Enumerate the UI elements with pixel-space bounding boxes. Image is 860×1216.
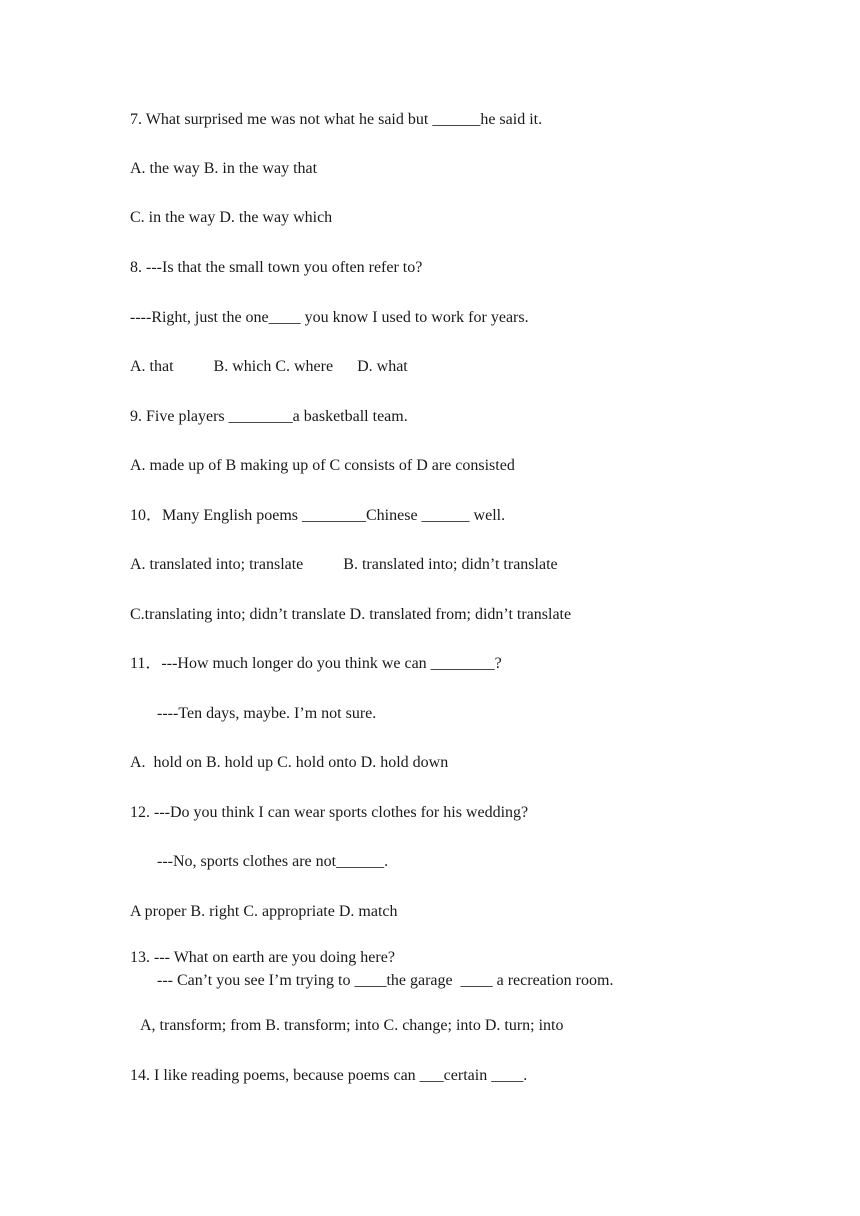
question-10: 10．Many English poems ________Chinese ______ well. [130, 507, 506, 524]
question-10-options-ab: A. translated into; translate B. translated into; didn’t translate [130, 556, 558, 573]
question-11-options: A. hold on B. hold up C. hold onto D. hold down [130, 754, 449, 771]
question-12-options: A proper B. right C. appropriate D. match [130, 903, 398, 920]
question-13-options: A, transform; from B. transform; into C. change; into D. turn; into [140, 1017, 564, 1034]
question-7: 7. What surprised me was not what he said but ______he said it. [130, 111, 543, 128]
question-8: 8. ---Is that the small town you often refer to? [130, 259, 423, 276]
question-10-options-cd: C.translating into; didn’t translate D. translated from; didn’t translate [130, 606, 572, 623]
question-9: 9. Five players ________a basketball team. [130, 408, 408, 425]
question-8-reply: ----Right, just the one____ you know I used to work for years. [130, 309, 529, 326]
question-9-options: A. made up of B making up of C consists of D are consisted [130, 457, 515, 474]
question-11: 11．---How much longer do you think we can ________? [130, 655, 502, 672]
question-13: 13. --- What on earth are you doing here? [130, 949, 395, 966]
question-7-options-cd: C. in the way D. the way which [130, 209, 333, 226]
question-13-reply: --- Can’t you see I’m trying to ____the garage ____ a recreation room. [157, 972, 614, 989]
question-8-options: A. that B. which C. where D. what [130, 358, 408, 375]
question-7-options-ab: A. the way B. in the way that [130, 160, 318, 177]
question-14: 14. I like reading poems, because poems can ___certain ____. [130, 1067, 528, 1084]
question-12-reply: ---No, sports clothes are not______. [157, 853, 389, 870]
question-11-reply: ----Ten days, maybe. I’m not sure. [157, 705, 377, 722]
question-12: 12. ---Do you think I can wear sports clothes for his wedding? [130, 804, 529, 821]
